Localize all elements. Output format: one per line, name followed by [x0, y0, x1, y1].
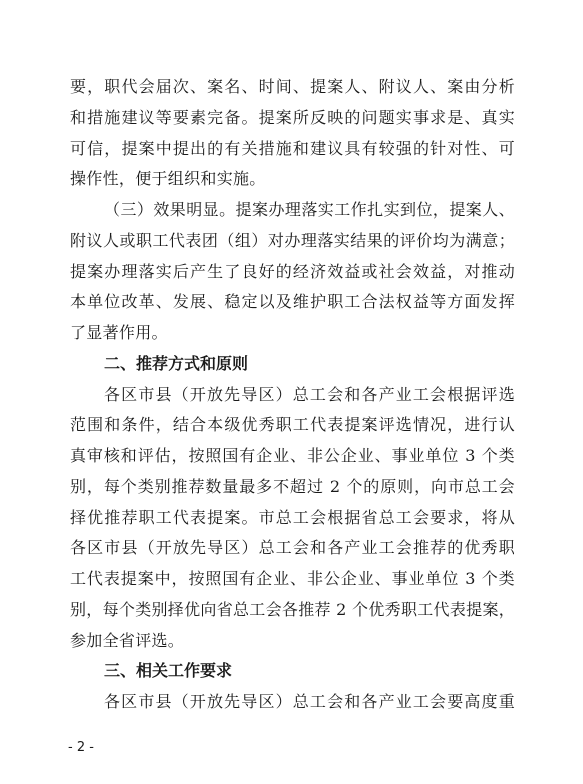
- paragraph-line: 各区市县（开放先导区）总工会和各产业工会推荐的优秀职: [70, 538, 515, 558]
- paragraph-line: 本单位改革、发展、稳定以及维护职工合法权益等方面发挥: [70, 292, 515, 312]
- paragraph-line: 要，职代会届次、案名、时间、提案人、附议人、案由分析: [70, 77, 515, 96]
- section-heading: 二、推荐方式和原则: [104, 353, 249, 373]
- paragraph-line: （三）效果明显。提案办理落实工作扎实到位，提案人、: [104, 200, 515, 220]
- section-heading: 三、相关工作要求: [104, 661, 233, 681]
- paragraph-line: 范围和条件，结合本级优秀职工代表提案评选情况，进行认: [70, 415, 515, 435]
- page-number: - 2 -: [68, 740, 94, 755]
- paragraph-line: 择优推荐职工代表提案。市总工会根据省总工会要求，将从: [70, 507, 515, 527]
- paragraph-line: 各区市县（开放先导区）总工会和各产业工会根据评选: [104, 384, 515, 404]
- paragraph-line: 可信，提案中提出的有关措施和建议具有较强的针对性、可: [70, 138, 515, 158]
- paragraph-line: 工代表提案中，按照国有企业、非公企业、事业单位 3 个类: [70, 569, 515, 589]
- paragraph-line: 附议人或职工代表团（组）对办理落实结果的评价均为满意；: [70, 230, 515, 250]
- paragraph-line: 参加全省评选。: [70, 630, 185, 650]
- paragraph-line: 操作性，便于组织和实施。: [70, 169, 266, 189]
- paragraph-line: 各区市县（开放先导区）总工会和各产业工会要高度重: [104, 692, 515, 712]
- paragraph-line: 别，每个类别推荐数量最多不超过 2 个的原则，向市总工会: [70, 476, 515, 496]
- paragraph-line: 和措施建议等要素完备。提案所反映的问题实事求是、真实: [70, 107, 515, 127]
- paragraph-line: 别，每个类别择优向省总工会各推荐 2 个优秀职工代表提案，: [70, 599, 516, 619]
- paragraph-line: 真审核和评估，按照国有企业、非公企业、事业单位 3 个类: [70, 446, 515, 466]
- paragraph-line: 了显著作用。: [70, 323, 168, 343]
- paragraph-line: 提案办理落实后产生了良好的经济效益或社会效益，对推动: [70, 261, 515, 281]
